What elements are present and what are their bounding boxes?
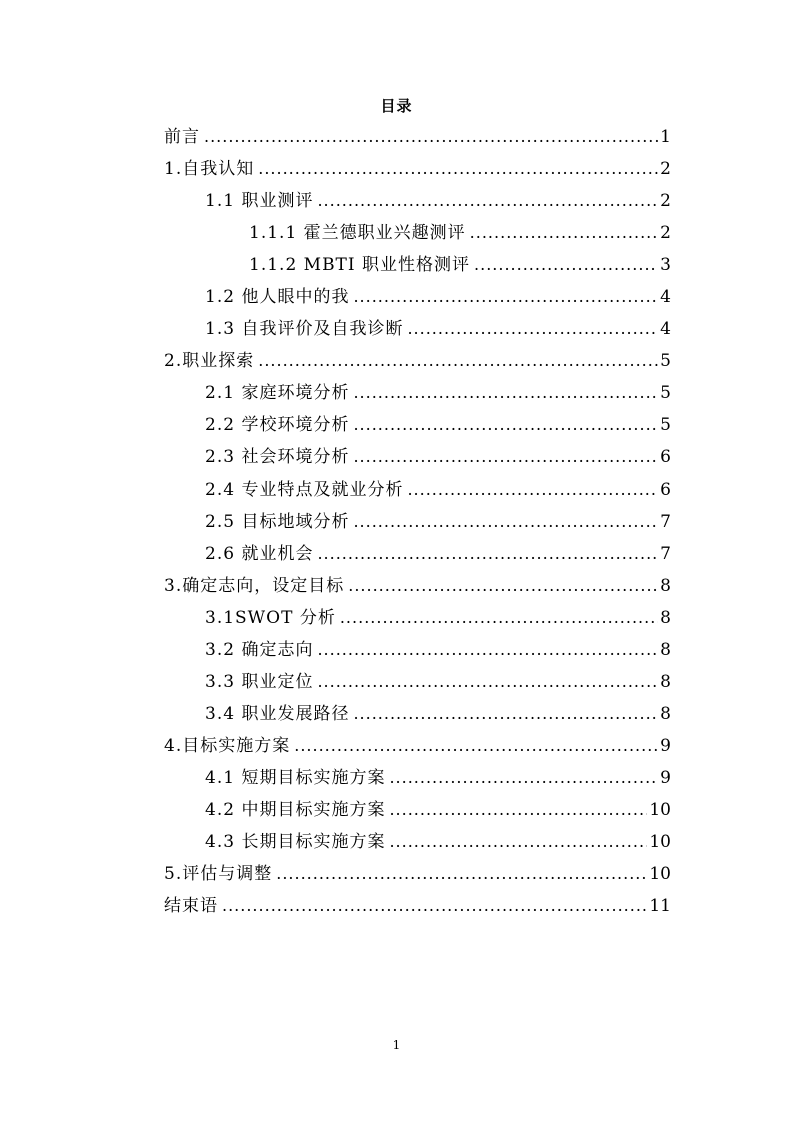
toc-entry-14[interactable]	[164, 538, 671, 570]
toc-entry-21[interactable]	[164, 762, 671, 794]
toc-entry-15[interactable]	[164, 570, 671, 602]
toc-entry-page: 8	[660, 575, 671, 596]
toc-entry-label: 4.3 长期目标实施方案	[205, 832, 386, 853]
toc-entry-page: 5	[660, 351, 671, 372]
toc-entry-6[interactable]	[164, 281, 671, 313]
toc-entry-label: 3.1SWOT 分析	[205, 607, 336, 628]
toc-entry-page: 6	[660, 479, 671, 500]
toc-entry-label: 1.1.1 霍兰德职业兴趣测评	[249, 223, 466, 244]
toc-leader-dots	[389, 762, 658, 794]
toc-leader-dots	[276, 858, 647, 890]
toc-entry-label: 1.1 职业测评	[205, 191, 314, 212]
toc-entry-label: 2.2 学校环境分析	[205, 415, 350, 436]
toc-entry-label: 4.2 中期目标实施方案	[205, 799, 386, 820]
toc-leader-dots	[258, 153, 658, 185]
toc-entry-label: 3.3 职业定位	[205, 671, 314, 692]
toc-leader-dots	[317, 666, 658, 698]
toc-entry-8[interactable]	[164, 345, 671, 377]
toc-entry-label: 2.职业探索	[164, 351, 255, 372]
toc-entry-20[interactable]	[164, 730, 671, 762]
toc-leader-dots	[353, 441, 658, 473]
toc-entry-12[interactable]	[164, 474, 671, 506]
toc-leader-dots	[317, 634, 658, 666]
toc-entry-label: 前言	[164, 127, 200, 147]
toc-leader-dots	[353, 409, 658, 441]
toc-entry-9[interactable]	[164, 377, 671, 409]
toc-entry-10[interactable]	[164, 409, 671, 441]
toc-leader-dots	[294, 730, 658, 762]
toc-entry-page: 10	[649, 799, 671, 820]
toc-entry-page: 5	[660, 383, 671, 404]
toc-entry-page: 2	[660, 223, 671, 244]
toc-leader-dots	[353, 281, 658, 313]
toc-leader-dots	[317, 185, 658, 217]
toc-leader-dots	[340, 602, 658, 634]
toc-entry-13[interactable]	[164, 506, 671, 538]
toc-entry-23[interactable]	[164, 826, 671, 858]
toc-entry-4[interactable]	[164, 217, 671, 249]
toc-entry-7[interactable]	[164, 313, 671, 345]
toc-leader-dots	[407, 474, 658, 506]
toc-entry-25[interactable]	[164, 890, 671, 922]
toc-entry-label: 2.6 就业机会	[205, 543, 314, 564]
toc-entry-page: 9	[660, 767, 671, 788]
toc-title: 目录	[380, 97, 413, 115]
toc-entry-label: 1.2 他人眼中的我	[205, 287, 350, 308]
toc-leader-dots	[474, 249, 658, 281]
toc-leader-dots	[353, 698, 658, 730]
toc-entry-page: 7	[660, 511, 671, 532]
toc-entry-page: 5	[660, 415, 671, 436]
toc-entry-page: 4	[660, 319, 671, 340]
toc-entry-label: 3.确定志向，设定目标	[164, 575, 345, 596]
toc-entry-22[interactable]	[164, 794, 671, 826]
toc-entry-label: 4.目标实施方案	[164, 735, 291, 756]
toc-entry-page: 3	[660, 255, 671, 276]
toc-entry-label: 1.3 自我评价及自我诊断	[205, 319, 404, 340]
toc-leader-dots	[348, 570, 658, 602]
toc-leader-dots	[258, 345, 658, 377]
toc-entry-page: 8	[660, 639, 671, 660]
toc-entry-page: 9	[660, 735, 671, 756]
toc-leader-dots	[389, 794, 647, 826]
toc-entry-label: 4.1 短期目标实施方案	[205, 767, 386, 788]
toc-leader-dots	[389, 826, 647, 858]
toc-leader-dots	[317, 538, 658, 570]
toc-entry-page: 6	[660, 447, 671, 468]
toc-entry-label: 2.5 目标地域分析	[205, 511, 350, 532]
toc-entry-label: 1.自我认知	[164, 159, 255, 180]
toc-entry-label: 2.3 社会环境分析	[205, 447, 350, 468]
toc-entry-label: 2.4 专业特点及就业分析	[205, 479, 404, 500]
toc-entry-label: 5.评估与调整	[164, 864, 273, 885]
toc-entry-page: 10	[649, 864, 671, 885]
toc-entry-19[interactable]	[164, 698, 671, 730]
toc-entry-page: 4	[660, 287, 671, 308]
toc-entry-17[interactable]	[164, 634, 671, 666]
toc-entry-page: 10	[649, 832, 671, 853]
toc-entry-3[interactable]	[164, 185, 671, 217]
toc-entry-page: 11	[649, 896, 671, 917]
toc-leader-dots	[407, 313, 658, 345]
toc-entry-page: 2	[660, 159, 671, 180]
toc-entry-label: 3.4 职业发展路径	[205, 703, 350, 724]
toc-entry-2[interactable]	[164, 153, 671, 185]
toc-entry-11[interactable]	[164, 441, 671, 473]
toc-leader-dots	[222, 890, 647, 922]
toc-entry-page: 8	[660, 703, 671, 724]
toc-leader-dots	[470, 217, 659, 249]
toc-entry-label: 1.1.2 MBTI 职业性格测评	[249, 255, 471, 276]
toc-entry-24[interactable]	[164, 858, 671, 890]
toc-entry-label: 3.2 确定志向	[205, 639, 314, 660]
toc-entry-18[interactable]	[164, 666, 671, 698]
page-number: 1	[392, 1038, 401, 1052]
toc-entry-page: 1	[660, 127, 671, 147]
toc-entry-label: 2.1 家庭环境分析	[205, 383, 350, 404]
toc-leader-dots	[353, 506, 658, 538]
toc-entry-label: 结束语	[164, 896, 218, 917]
toc-entry-5[interactable]	[164, 249, 671, 281]
toc-entry-page: 7	[660, 543, 671, 564]
table-of-contents	[164, 121, 671, 922]
toc-entry-page: 8	[660, 607, 671, 628]
toc-leader-dots	[353, 377, 658, 409]
toc-entry-page: 8	[660, 671, 671, 692]
toc-entry-page: 2	[660, 191, 671, 212]
toc-leader-dots	[204, 121, 658, 153]
toc-entry-1[interactable]	[164, 121, 671, 153]
toc-entry-16[interactable]	[164, 602, 671, 634]
